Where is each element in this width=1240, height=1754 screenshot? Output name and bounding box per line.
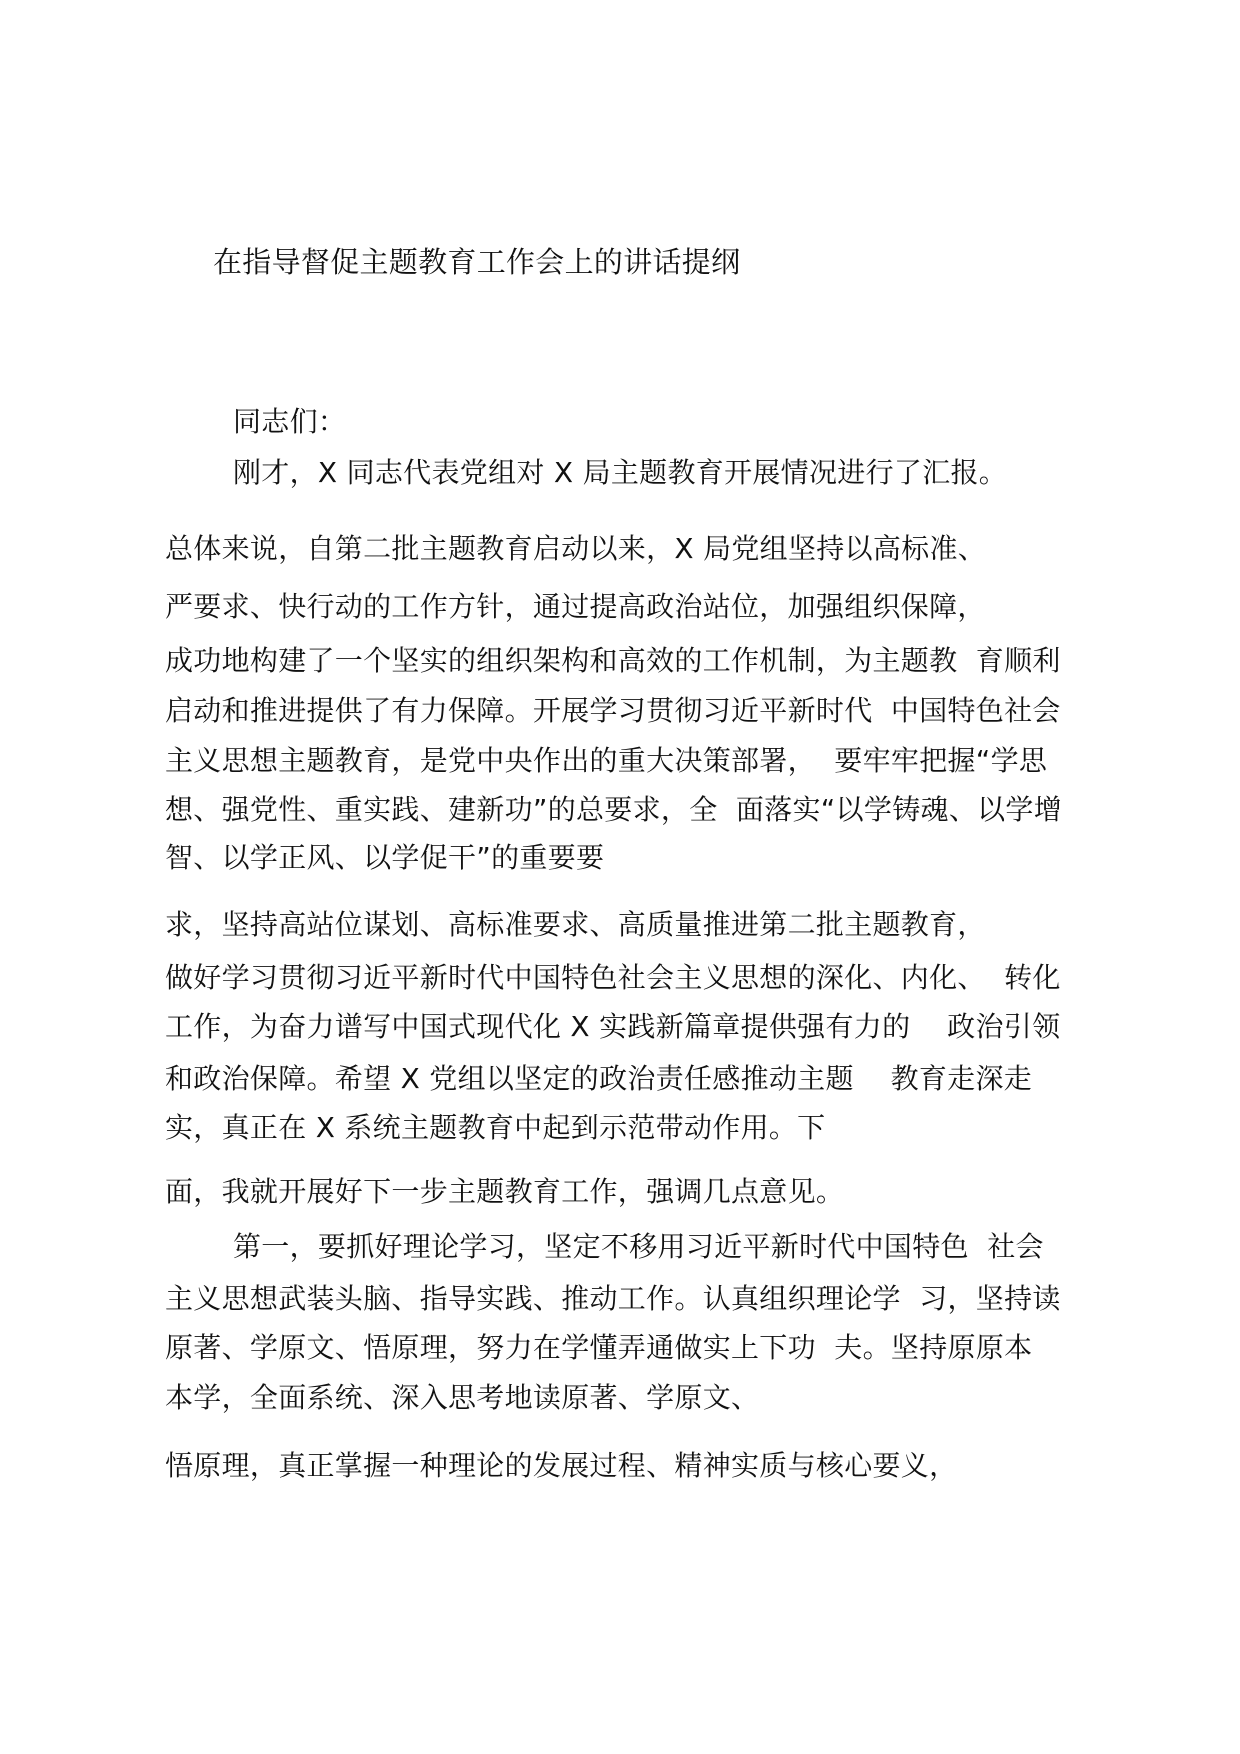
- text-line: 求，坚持高站位谋划、高标准要求、高质量推进第二批主题教育，: [165, 908, 986, 941]
- text-line: 实，真正在 X 系统主题教育中起到示范带动作用。下: [165, 1111, 826, 1144]
- text-line: 想、强党性、重实践、建新功”的总要求，全 面落实“以学铸魂、以学增: [165, 793, 1063, 826]
- text-line: 主义思想主题教育，是党中央作出的重大决策部署， 要牢牢把握“学思: [165, 744, 1048, 777]
- text-line: 做好学习贯彻习近平新时代中国特色社会主义思想的深化、内化、 转化: [165, 961, 1061, 994]
- text-line: 和政治保障。希望 X 党组以坚定的政治责任感推动主题 教育走深走: [165, 1062, 1033, 1095]
- text-line: 智、以学正风、以学促干”的重要要: [165, 841, 605, 874]
- paragraph-start: 第一，要抓好理论学习，坚定不移用习近平新时代中国特色 社会: [233, 1230, 1044, 1263]
- text-line: 悟原理，真正掌握一种理论的发展过程、精神实质与核心要义，: [165, 1449, 958, 1482]
- salutation: 同志们：: [233, 405, 347, 438]
- text-line: 成功地构建了一个坚实的组织架构和高效的工作机制，为主题教 育顺利: [165, 644, 1061, 677]
- text-line: 面，我就开展好下一步主题教育工作，强调几点意见。: [165, 1175, 845, 1208]
- text-line: 工作，为奋力谱写中国式现代化 X 实践新篇章提供强有力的 政治引领: [165, 1010, 1061, 1043]
- text-line: 总体来说，自第二批主题教育启动以来，X 局党组坚持以高标准、: [165, 532, 987, 565]
- text-line: 原著、学原文、悟原理，努力在学懂弄通做实上下功 夫。坚持原原本: [165, 1331, 1033, 1364]
- text-line: 严要求、快行动的工作方针，通过提高政治站位，加强组织保障，: [165, 590, 986, 623]
- text-line: 本学，全面系统、深入思考地读原著、学原文、: [165, 1381, 760, 1414]
- text-line: 主义思想武装头脑、指导实践、推动工作。认真组织理论学 习，坚持读: [165, 1282, 1061, 1315]
- document-title: 在指导督促主题教育工作会上的讲话提纲: [213, 245, 741, 279]
- text-line: 刚才，X 同志代表党组对 X 局主题教育开展情况进行了汇报。: [233, 456, 1008, 489]
- text-line: 启动和推进提供了有力保障。开展学习贯彻习近平新时代 中国特色社会: [165, 694, 1061, 727]
